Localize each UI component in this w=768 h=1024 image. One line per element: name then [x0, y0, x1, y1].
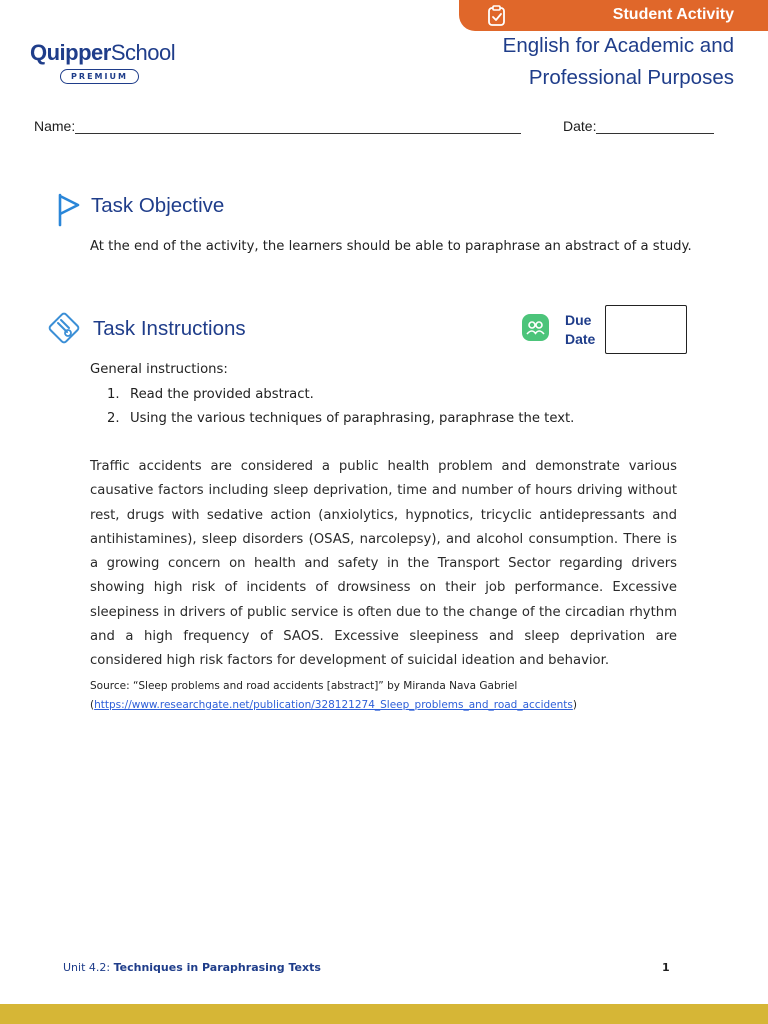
name-field[interactable] — [34, 118, 521, 134]
source-open-paren: ( — [90, 699, 95, 711]
instruction-step-2 — [107, 411, 575, 426]
objective-text: At the end of the activity, the learners should be able to paraphrase an abstract of a study. — [90, 239, 692, 254]
name-blank[interactable] — [75, 120, 521, 134]
group-icon — [522, 314, 549, 345]
footer-unit-prefix: Unit 4.2: — [63, 961, 114, 974]
logo-wordmark — [30, 40, 180, 66]
source-line2 — [90, 696, 577, 715]
step-number: 2. — [107, 411, 120, 426]
footer-bar — [0, 1004, 768, 1024]
logo-name-regular: School — [110, 40, 176, 65]
task-instructions-heading: Task Instructions — [93, 317, 246, 340]
logo-premium-badge: PREMIUM — [60, 69, 139, 84]
source-citation — [90, 677, 577, 715]
step-text: Read the provided abstract. — [130, 387, 314, 402]
name-label: Name: — [34, 118, 76, 134]
course-title — [503, 30, 734, 94]
date-field[interactable] — [563, 118, 714, 134]
due-date-label — [565, 311, 595, 349]
due-label-line1: Due — [565, 312, 592, 328]
source-close-paren: ) — [572, 699, 577, 711]
due-date-box[interactable] — [605, 305, 687, 354]
tools-icon — [47, 311, 81, 349]
step-text: Using the various techniques of paraphrasing, paraphrase the text. — [130, 411, 575, 426]
logo-name-bold: Quipper — [30, 40, 111, 65]
footer-unit — [63, 961, 321, 974]
page-number: 1 — [662, 961, 670, 974]
step-number: 1. — [107, 387, 120, 402]
abstract-paragraph: Traffic accidents are considered a public health problem and demonstrate various causative factors including sleep deprivation, time and number of hours driving without rest, drugs with sedative action (anxiolytics, hypnotics, tricyclic antidepressants and antihistamines), sleep disorders (OSAS, narcolepsy), and alcohol consumption. There is a growing concern on health and safety in the Transport Sector regarding drivers showing high risk of incidents of drowsiness on their job performance. Excessive sleepiness in drivers of public service is often due to the change of the circadian rhythm and a high frequency of SAOS. Excessive sleepiness and sleep deprivation are considered high risk factors for development of suicidal ideation and behavior. — [90, 459, 677, 669]
due-label-line2: Date — [565, 331, 596, 347]
source-line1 — [90, 677, 577, 696]
source-author: Miranda Nava Gabriel — [403, 680, 518, 692]
date-label: Date: — [563, 118, 597, 134]
source-prefix: Source: “Sleep problems and road accidents [abstract]” by — [90, 680, 404, 692]
course-title-line2: Professional Purposes — [528, 66, 734, 89]
date-blank[interactable] — [596, 120, 714, 134]
student-activity-banner — [459, 0, 768, 31]
course-title-line1: English for Academic and — [502, 34, 734, 57]
task-objective-heading: Task Objective — [91, 194, 225, 217]
source-link[interactable]: https://www.researchgate.net/publication/328121274_Sleep_problems_and_road_accidents — [94, 699, 573, 711]
quipper-school-logo — [30, 40, 180, 90]
student-activity-label: Student Activity — [612, 6, 734, 23]
clipboard-check-icon — [487, 5, 507, 31]
footer-unit-title: Techniques in Paraphrasing Texts — [113, 961, 321, 974]
general-instructions-label: General instructions: — [90, 362, 228, 377]
flag-icon — [56, 193, 82, 231]
instruction-step-1 — [107, 387, 314, 402]
